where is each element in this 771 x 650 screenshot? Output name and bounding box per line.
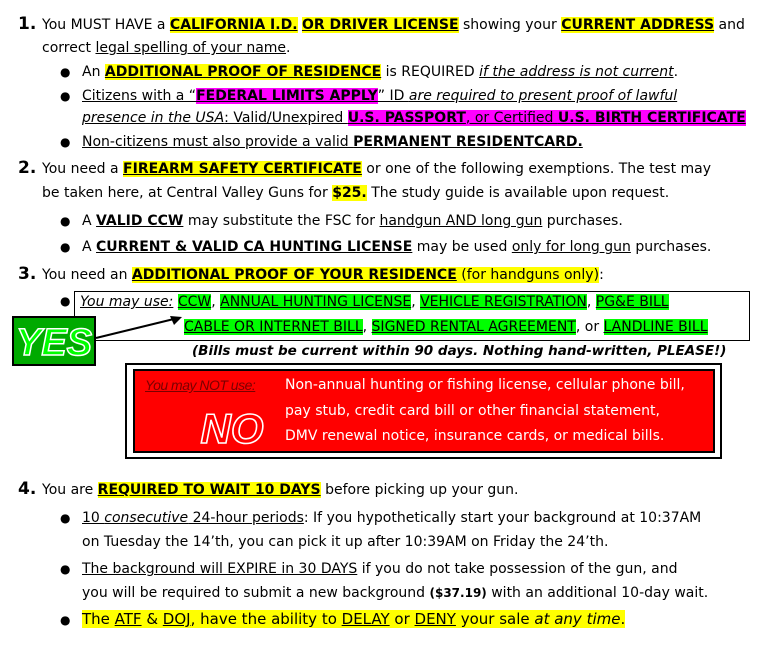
section-4-bullet-2-line-2	[82, 583, 708, 603]
section-1-number: 1.	[18, 14, 37, 34]
text: Non-citizens must also provide a valid	[82, 134, 354, 150]
text: You are	[42, 482, 98, 498]
text: may be used	[412, 239, 512, 255]
text: DENY	[414, 610, 456, 628]
highlight-additional-residence: ADDITIONAL PROOF OF YOUR RESIDENCE	[131, 267, 457, 283]
arrow-icon	[94, 312, 186, 342]
not-allowed-line-2: pay stub, credit card bill or other financial statement,	[285, 403, 660, 419]
yes-logo	[12, 316, 96, 366]
text: An	[82, 64, 105, 80]
text: and	[714, 17, 745, 33]
no-label: NO	[200, 405, 264, 449]
text: if you do not take possession of the gun, and	[357, 561, 678, 577]
text: are required to present proof of lawful	[408, 88, 678, 104]
highlight-wait-10-days: REQUIRED TO WAIT 10 DAYS	[97, 482, 321, 498]
text: or	[389, 610, 415, 628]
text: , have the ability to	[190, 610, 342, 628]
bullet-icon: ●	[60, 240, 71, 254]
text: You MUST HAVE a	[42, 17, 170, 33]
allowed-documents-line-1: You may use: CCW, ANNUAL HUNTING LICENSE, VEHICLE REGISTRATION, PG&E BILL	[80, 294, 669, 310]
text: (for handguns only)	[456, 267, 600, 283]
bills-note: (Bills must be current within 90 days. Nothing hand-written, PLEASE!)	[192, 343, 727, 359]
section-2-line-2	[42, 183, 669, 203]
allowed-item: VEHICLE REGISTRATION	[420, 294, 587, 310]
section-2-line-1	[42, 159, 711, 179]
highlight-price: $25.	[332, 185, 367, 201]
text: ATF	[114, 610, 142, 628]
text: before picking up your gun.	[320, 482, 519, 498]
section-4-bullet-1	[82, 508, 701, 528]
text: you will be required to submit a new background	[82, 585, 430, 601]
bullet-icon: ●	[60, 511, 71, 525]
section-1-line-2	[42, 38, 291, 58]
text: : Valid/Unexpired	[224, 110, 348, 126]
bullet-icon: ●	[60, 613, 71, 627]
text: The	[82, 610, 115, 628]
not-allowed-line-3: DMV renewal notice, insurance cards, or medical bills.	[285, 428, 665, 444]
text: 24-hour periods	[188, 510, 304, 526]
text: A	[82, 239, 97, 255]
not-allowed-line-1: Non-annual hunting or fishing license, cellular phone bill,	[285, 377, 685, 393]
text: correct	[42, 40, 96, 56]
section-3-number: 3.	[18, 264, 37, 284]
yes-logo-art	[14, 318, 94, 364]
text: , or	[575, 319, 604, 335]
section-1-bullet-1	[82, 62, 678, 82]
text: :	[599, 267, 604, 283]
section-4-bullet-3	[82, 609, 625, 629]
text: , or Certified	[465, 110, 558, 126]
text: only for long gun	[511, 239, 631, 255]
section-4-number: 4.	[18, 479, 37, 499]
section-3-line-1	[42, 265, 604, 285]
section-1-bullet-2	[82, 86, 677, 106]
text: with an additional 10-day wait.	[486, 585, 709, 601]
text: or one of the following exemptions. The test may	[361, 161, 712, 177]
text: The background will EXPIRE in 30 DAYS	[82, 561, 358, 577]
text: : If you hypothetically start your background at 10:37AM	[303, 510, 702, 526]
allowed-item: CCW	[177, 294, 212, 310]
highlight-driver-license: OR DRIVER LICENSE	[301, 17, 459, 33]
text: handgun AND long gun	[379, 213, 543, 229]
section-1-line-1	[42, 15, 745, 35]
text: your sale	[455, 610, 535, 628]
bullet-icon: ●	[60, 562, 71, 576]
text: purchases.	[542, 213, 623, 229]
text: .	[620, 610, 626, 628]
section-2-bullet-2	[82, 237, 711, 257]
allowed-item: ANNUAL HUNTING LICENSE	[220, 294, 412, 310]
allowed-item: SIGNED RENTAL AGREEMENT	[371, 319, 576, 335]
text: purchases.	[630, 239, 712, 255]
highlight-birth-certificate: U.S. BIRTH CERTIFICATE	[557, 110, 746, 126]
bullet-icon: ●	[60, 89, 71, 103]
you-may-use-label: You may use:	[80, 294, 174, 310]
bullet-icon: ●	[60, 135, 71, 149]
section-1-bullet-2-line-2	[82, 108, 746, 128]
text: CURRENT & VALID CA HUNTING LICENSE	[96, 239, 413, 255]
allowed-item: PG&E BILL	[595, 294, 669, 310]
text: .	[286, 40, 291, 56]
text: DELAY	[341, 610, 390, 628]
highlight-us-passport: U.S. PASSPORT	[347, 110, 466, 126]
highlight-ca-id: CALIFORNIA I.D.	[169, 17, 298, 33]
no-logo	[192, 405, 274, 449]
bullet-icon: ●	[60, 65, 71, 79]
not-allowed-label-wrap	[145, 375, 255, 396]
text: PERMANENT RESIDENTCARD.	[353, 134, 583, 150]
no-logo-art	[192, 405, 274, 449]
text: ” ID	[377, 88, 409, 104]
section-4-bullet-2	[82, 559, 677, 579]
allowed-documents-line-2: CABLE OR INTERNET BILL, SIGNED RENTAL AGREEMENT, or LANDLINE BILL	[184, 319, 708, 335]
you-may-not-use-label: You may NOT use:	[145, 377, 256, 393]
text: &	[141, 610, 163, 628]
section-4-bullet-1-line-2: on Tuesday the 14’th, you can pick it up after 10:39AM on Friday the 24’th.	[82, 534, 609, 550]
highlight-additional-proof: ADDITIONAL PROOF OF RESIDENCE	[104, 64, 382, 80]
text: A	[82, 213, 97, 229]
text: .	[673, 64, 679, 80]
text: DOJ	[162, 610, 191, 628]
text: may substitute the FSC for	[183, 213, 380, 229]
section-2-number: 2.	[18, 158, 37, 178]
text: consecutive	[104, 510, 189, 526]
text: legal spelling of your name	[95, 40, 287, 56]
text: presence in the USA	[82, 110, 225, 126]
text: Citizens with a “	[82, 88, 197, 104]
allowed-item: CABLE OR INTERNET BILL	[184, 319, 363, 335]
text: is REQUIRED	[381, 64, 480, 80]
section-4-line-1	[42, 480, 519, 500]
highlight-fsc: FIREARM SAFETY CERTIFICATE	[123, 161, 362, 177]
text: You need a	[42, 161, 124, 177]
text: The study guide is available upon request.	[366, 185, 670, 201]
text: VALID CCW	[96, 213, 184, 229]
text: be taken here, at Central Valley Guns for	[42, 185, 333, 201]
text: ($37.19)	[429, 586, 487, 600]
section-2-bullet-1	[82, 211, 623, 231]
text: You need an	[42, 267, 132, 283]
yes-label: YES	[15, 322, 93, 364]
bullet-icon: ●	[60, 294, 71, 308]
text: if the address is not current	[479, 64, 674, 80]
text: 10	[82, 510, 105, 526]
highlight-current-address: CURRENT ADDRESS	[561, 17, 715, 33]
allowed-item: LANDLINE BILL	[603, 319, 708, 335]
text: showing your	[458, 17, 562, 33]
bullet-icon: ●	[60, 214, 71, 228]
section-1-bullet-3	[82, 132, 583, 152]
highlight-federal-limits: FEDERAL LIMITS APPLY	[196, 88, 378, 104]
text: at any time	[534, 610, 621, 628]
